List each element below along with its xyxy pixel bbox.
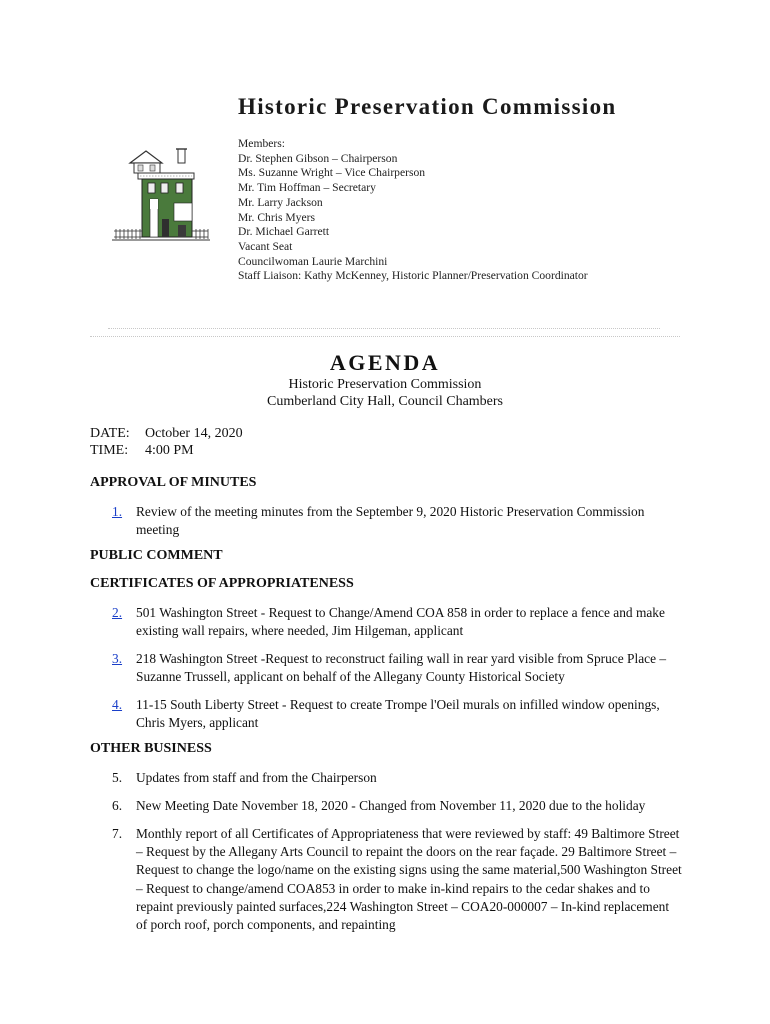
- staff-liaison: Staff Liaison: Kathy McKenney, Historic Planner/Preservation Coordinator: [238, 269, 588, 283]
- agenda-item: [112, 503, 682, 539]
- member-line: Councilwoman Laurie Marchini: [238, 254, 388, 268]
- item-number: 7.: [112, 826, 123, 841]
- agenda-item: [112, 604, 682, 640]
- house-hc-logo-icon: [112, 145, 210, 243]
- agenda-item: [112, 696, 682, 732]
- member-line: Mr. Larry Jackson: [238, 195, 323, 209]
- agenda-item: [112, 650, 682, 686]
- section-approval: APPROVAL OF MINUTES: [90, 475, 257, 490]
- date-label: DATE:: [90, 426, 130, 441]
- item-text: 501 Washington Street - Request to Change/Amend COA 858 in order to replace a fence and make existing wall repairs, where needed, Jim Hilgeman, applicant: [136, 605, 665, 639]
- agenda-item: [112, 825, 682, 934]
- item-text: New Meeting Date November 18, 2020 - Changed from November 11, 2020 due to the holiday: [136, 798, 646, 813]
- item-text: Updates from staff and from the Chairperson: [136, 770, 377, 785]
- section-coa: CERTIFICATES OF APPROPRIATENESS: [90, 576, 354, 591]
- date-row: [90, 426, 243, 442]
- date-value: October 14, 2020: [145, 426, 243, 441]
- member-line: Mr. Tim Hoffman – Secretary: [238, 181, 376, 195]
- member-line: Vacant Seat: [238, 239, 293, 253]
- divider: [90, 336, 680, 337]
- item-number-link[interactable]: 1.: [112, 504, 123, 519]
- item-number: 5.: [112, 770, 123, 785]
- agenda-location: Cumberland City Hall, Council Chambers: [266, 394, 504, 409]
- divider: [108, 328, 660, 329]
- member-line: Ms. Suzanne Wright – Vice Chairperson: [238, 166, 426, 180]
- agenda-subtitle: Historic Preservation Commission: [288, 377, 482, 392]
- agenda-title: AGENDA: [329, 350, 441, 375]
- members-heading: Members:: [238, 137, 286, 150]
- item-text: Review of the meeting minutes from the September 9, 2020 Historic Preservation Commission meeting: [136, 504, 645, 538]
- item-number-link[interactable]: 3.: [112, 651, 123, 666]
- member-line: Dr. Stephen Gibson – Chairperson: [238, 151, 398, 165]
- time-row: [90, 443, 194, 459]
- item-text: Monthly report of all Certificates of Appropriateness that were reviewed by staff: 49 Baltimore Street – Request by the Allegany Arts Council to repaint the doors on the rear façade. 29 Baltimore Street – Request to change the logo/name on the existing signs using the same material,500 Washington Street – Request to change/amend COA853 in order to make in-kind repairs to the cedar shakes and to repaint previously painted surfaces,224 Washington Street – COA20-000007 – In-kind replacement of porch roof, porch components, and repainting: [136, 826, 682, 933]
- org-title: Historic Preservation Commission: [238, 94, 617, 119]
- section-public-comment: PUBLIC COMMENT: [90, 548, 223, 563]
- item-number: 6.: [112, 798, 123, 813]
- time-label: TIME:: [90, 443, 129, 458]
- time-value: 4:00 PM: [145, 443, 194, 458]
- member-line: Dr. Michael Garrett: [238, 225, 330, 239]
- item-text: 11-15 South Liberty Street - Request to create Trompe l'Oeil murals on infilled window openings, Chris Myers, applicant: [136, 697, 660, 731]
- agenda-item: [112, 797, 682, 815]
- member-line: Mr. Chris Myers: [238, 210, 315, 224]
- section-other-business: OTHER BUSINESS: [90, 741, 212, 756]
- agenda-item: [112, 769, 682, 787]
- item-number-link[interactable]: 4.: [112, 697, 123, 712]
- members-list: [238, 137, 588, 284]
- item-number-link[interactable]: 2.: [112, 605, 123, 620]
- item-text: 218 Washington Street -Request to reconstruct failing wall in rear yard visible from Spruce Place – Suzanne Trussell, applicant on behalf of the Allegany County Historical Society: [136, 651, 667, 685]
